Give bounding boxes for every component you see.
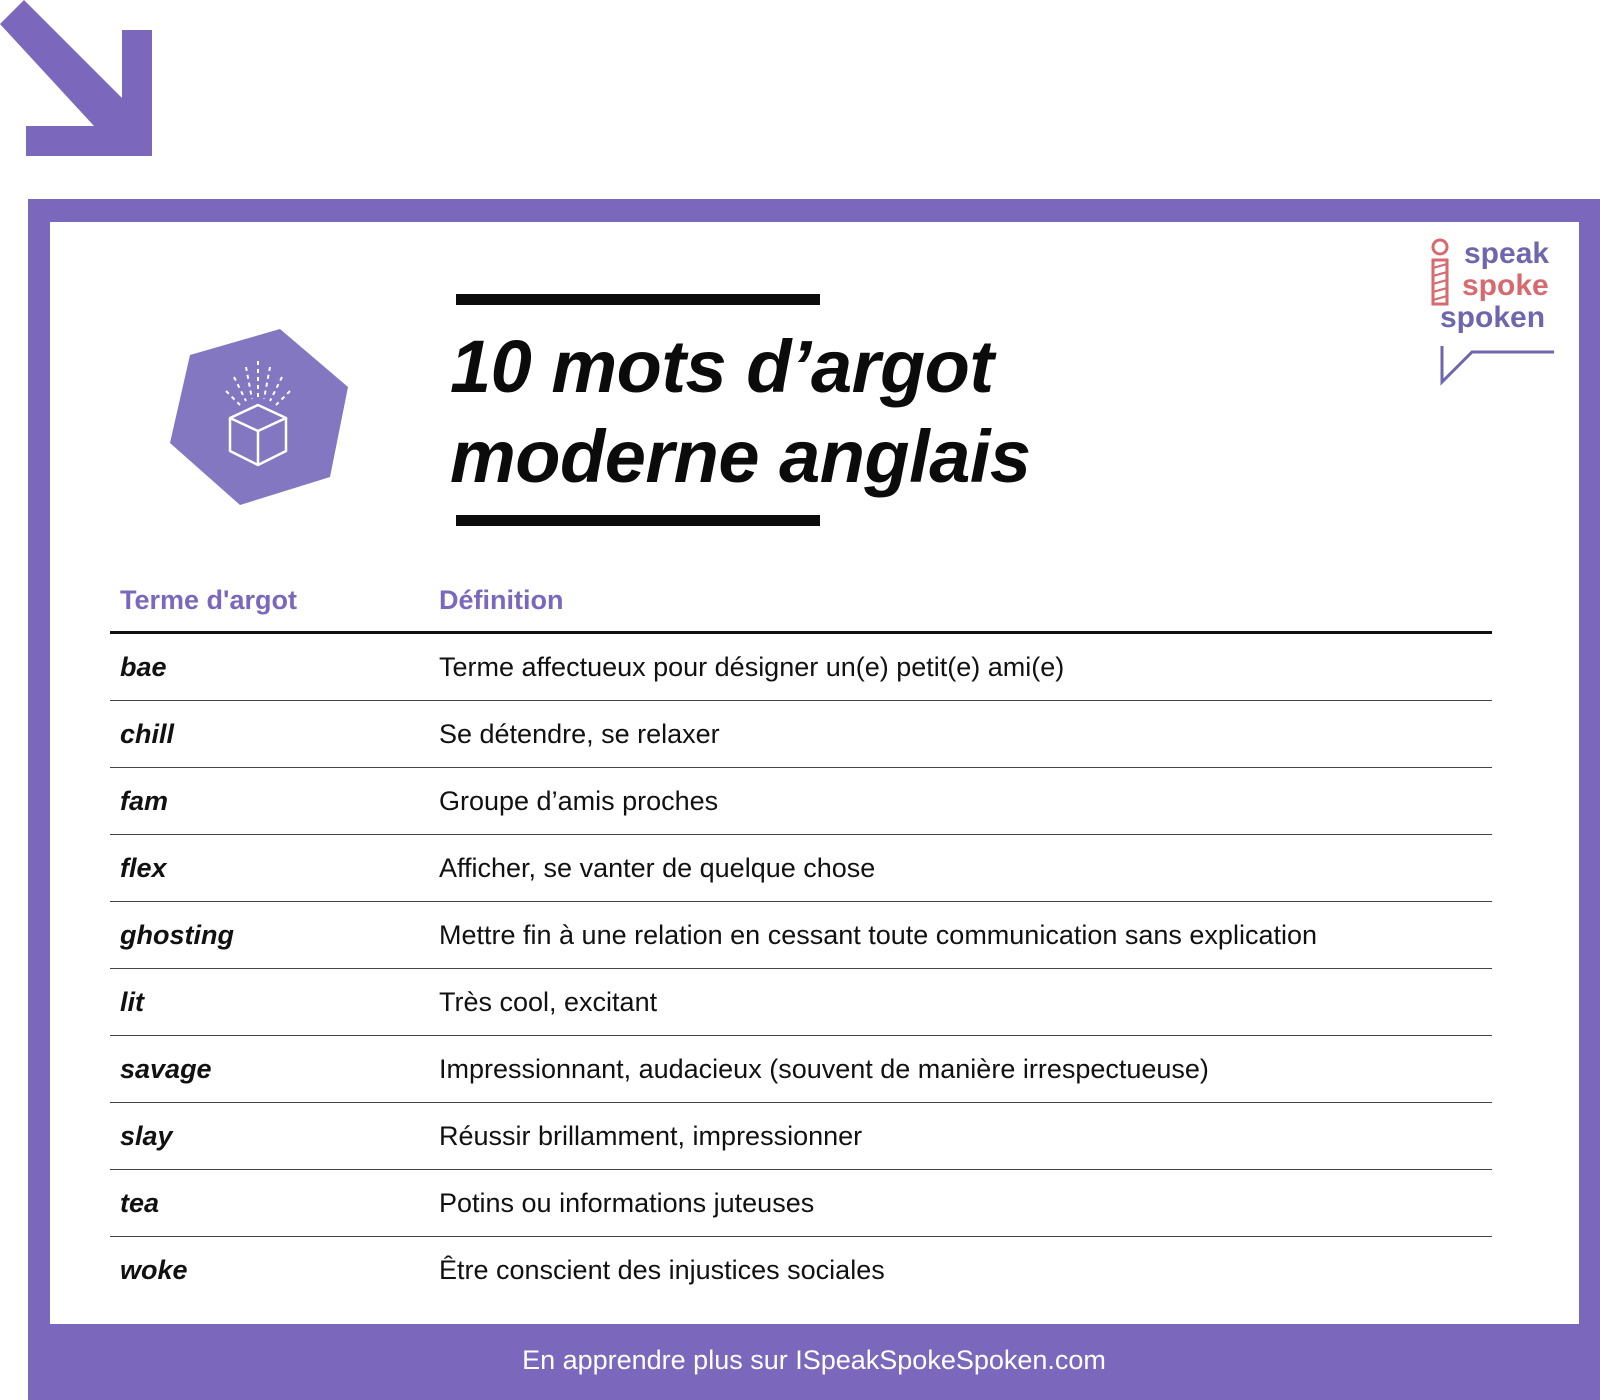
table-header <box>110 580 1492 632</box>
term-cell: ghosting <box>120 920 234 950</box>
table-row <box>110 902 1492 969</box>
definition-cell: Être conscient des injustices sociales <box>439 1255 885 1285</box>
table-row <box>110 1237 1492 1303</box>
term-cell: woke <box>120 1255 188 1285</box>
term-cell: lit <box>120 987 144 1017</box>
table-row <box>110 768 1492 835</box>
term-cell: slay <box>120 1121 173 1151</box>
brand-logo <box>1428 236 1568 396</box>
column-header-term: Terme d'argot <box>120 585 297 615</box>
logo-i-mark-icon <box>1428 238 1452 308</box>
table-row <box>110 969 1492 1036</box>
footer-link[interactable]: En apprendre plus sur ISpeakSpokeSpoken.com <box>522 1345 1106 1375</box>
definition-cell: Réussir brillamment, impressionner <box>439 1121 863 1151</box>
table-row <box>110 835 1492 902</box>
logo-word-speak: speak <box>1464 237 1550 270</box>
definition-cell: Impressionnant, audacieux (souvent de manière irrespectueuse) <box>439 1054 1209 1084</box>
arrow-down-right-icon <box>0 0 160 160</box>
gift-box-icon <box>168 325 352 509</box>
term-cell: fam <box>120 786 169 816</box>
table-row <box>110 1103 1492 1170</box>
title-rule-bottom <box>456 515 820 526</box>
definition-cell: Afficher, se vanter de quelque chose <box>439 853 876 883</box>
title-line-2: moderne anglais <box>450 415 1031 498</box>
logo-word-spoken: spoken <box>1440 301 1546 334</box>
definition-cell: Groupe d’amis proches <box>439 786 719 816</box>
definition-cell: Très cool, excitant <box>439 987 658 1017</box>
definition-cell: Mettre fin à une relation en cessant toute communication sans explication <box>439 920 1317 950</box>
term-cell: bae <box>120 652 167 682</box>
term-cell: flex <box>120 853 167 883</box>
definition-cell: Potins ou informations juteuses <box>439 1188 815 1218</box>
table-row <box>110 1036 1492 1103</box>
term-cell: tea <box>120 1188 160 1218</box>
title-rule-top <box>456 294 820 305</box>
definition-cell: Se détendre, se relaxer <box>439 719 720 749</box>
column-header-definition: Définition <box>439 585 564 615</box>
slang-table <box>110 634 1492 1303</box>
table-row <box>110 701 1492 768</box>
table-row <box>110 634 1492 701</box>
logo-word-spoke: spoke <box>1462 269 1549 302</box>
term-cell: savage <box>120 1054 212 1084</box>
definition-cell: Terme affectueux pour désigner un(e) petit(e) ami(e) <box>439 652 1065 682</box>
speech-tail-icon <box>1438 346 1558 386</box>
table-row <box>110 1170 1492 1237</box>
page-title <box>450 322 1031 502</box>
title-line-1: 10 mots d’argot <box>450 325 994 408</box>
term-cell: chill <box>120 719 175 749</box>
